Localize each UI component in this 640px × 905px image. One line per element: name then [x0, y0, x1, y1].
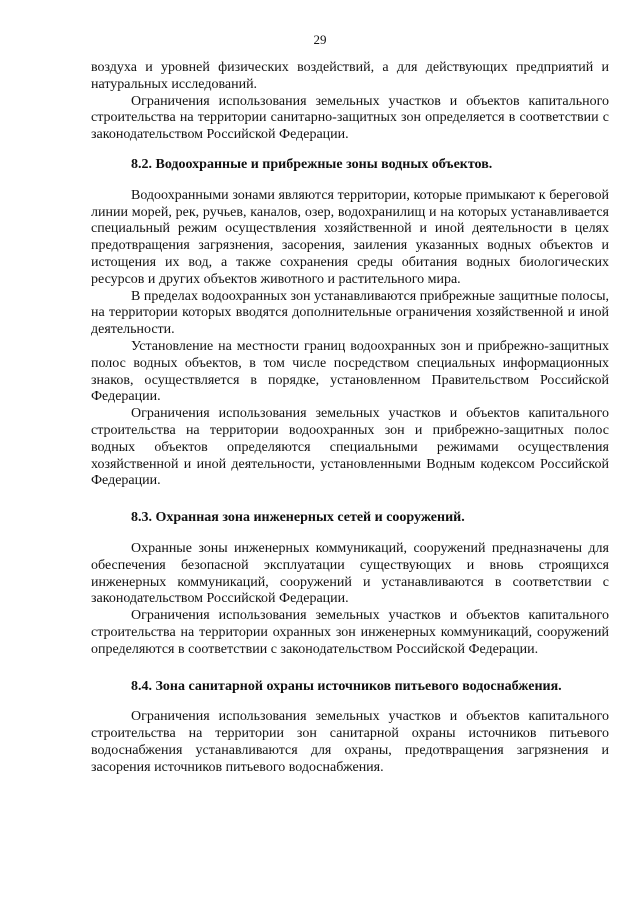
paragraph-8-2-1: Водоохранными зонами являются территории, которые примыкают к береговой линии морей, рек, ручьев, каналов, озер, водохранилищ и на которых устанавливается специальный режим осуществления хозяйственной и иной деятельности в целях предотвращения загрязнения, засорения, заиления указанных водных объектов и истощения их вод, а также сохранения среды обитания водных биологических ресурсов и других объектов животного и растительного мира.	[91, 187, 609, 287]
paragraph-8-3-1: Охранные зоны инженерных коммуникаций, сооружений предназначены для обеспечения безопасной эксплуатации существующих и вновь строящихся инженерных коммуникаций, сооружений и устанавливаются в соответствии с законодательством Российской Федерации.	[91, 540, 609, 607]
section-heading-8-3: 8.3. Охранная зона инженерных сетей и сооружений.	[131, 510, 465, 526]
paragraph-continuation: воздуха и уровней физических воздействий, а для действующих предприятий и натуральных исследований.	[91, 60, 609, 92]
paragraph-8-4-1: Ограничения использования земельных участков и объектов капитального строительства на территории зон санитарной охраны источников питьевого водоснабжения устанавливаются для охраны, предотвращения загрязнения и засорения источников питьевого водоснабжения.	[91, 709, 609, 775]
section-heading-8-4: 8.4. Зона санитарной охраны источников питьевого водоснабжения.	[131, 678, 562, 694]
paragraph-sanitary-zones-restrictions: Ограничения использования земельных участков и объектов капитального строительства на территории санитарно-защитных зон определяется в соответствии с законодательством Российской Федерации.	[91, 93, 609, 143]
section-heading-8-2: 8.2. Водоохранные и прибрежные зоны водных объектов.	[131, 156, 493, 172]
paragraph-8-2-2: В пределах водоохранных зон устанавливаются прибрежные защитные полосы, на территории которых вводятся дополнительные ограничения хозяйственной и иной деятельности.	[91, 288, 609, 338]
paragraph-8-3-2: Ограничения использования земельных участков и объектов капитального строительства на территории охранных зон инженерных коммуникаций, сооружений определяются в соответствии с законодательством Российской Федерации.	[91, 608, 609, 657]
page-number: 29	[313, 32, 327, 47]
document-body	[91, 60, 609, 776]
paragraph-8-2-3: Установление на местности границ водоохранных зон и прибрежно-защитных полос водных объектов, в том числе посредством специальных информационных знаков, осуществляется в порядке, установленном Правительством Российской Федерации.	[91, 338, 609, 405]
paragraph-8-2-4: Ограничения использования земельных участков и объектов капитального строительства на территории водоохранных зон и прибрежно-защитных полос водных объектов определяются специальными режимами осуществления хозяйственной и иной деятельности, установленными Водным кодексом Российской Федерации.	[91, 406, 609, 489]
